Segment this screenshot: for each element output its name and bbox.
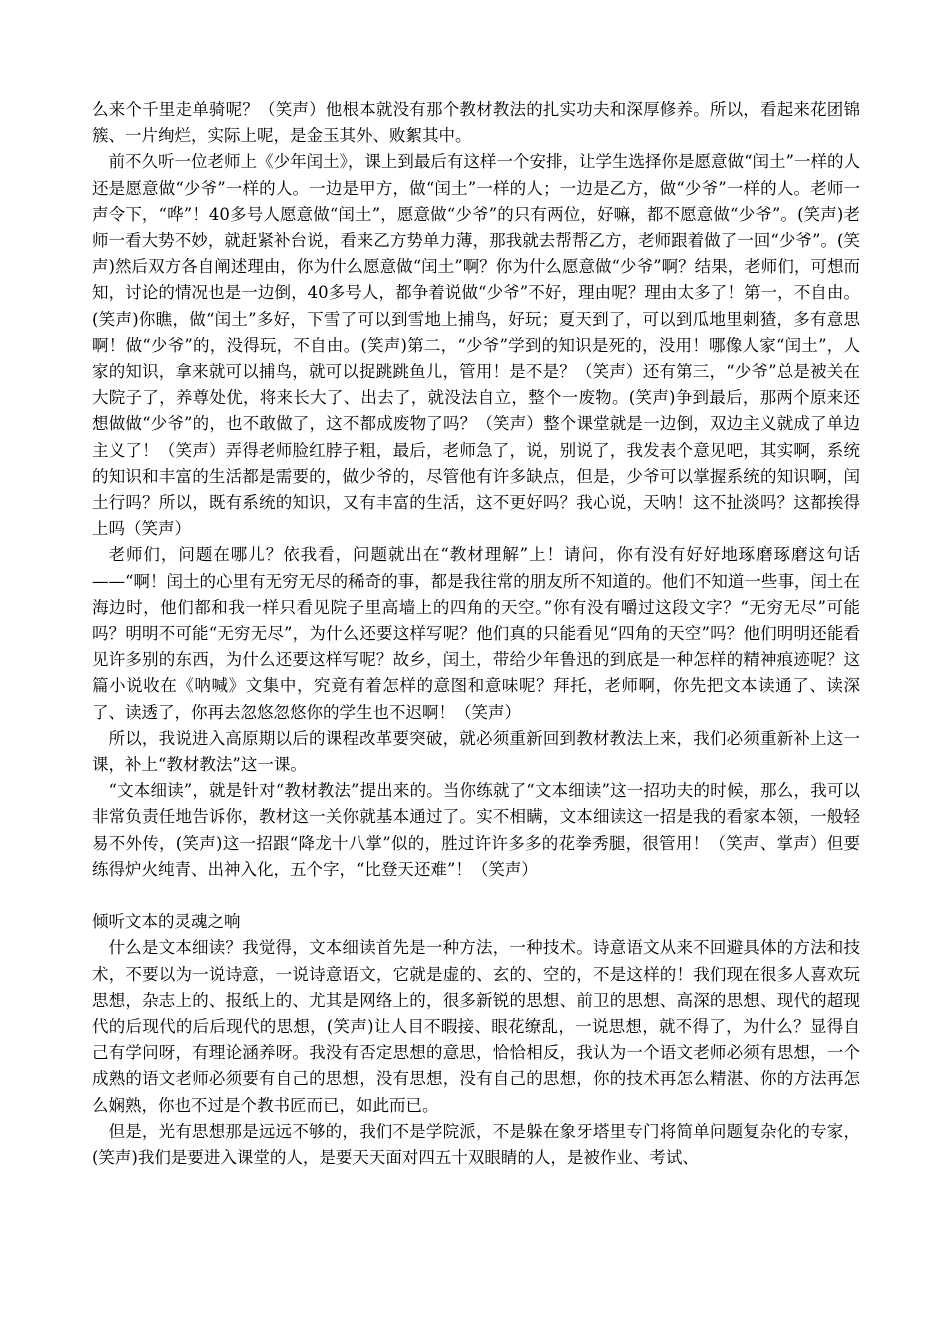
- paragraph-textbook-understanding: 老师们，问题在哪儿？依我看，问题就出在“教材理解”上！请问，你有没有好好地琢磨琢磨这句话——“啊！闰土的心里有无穷无尽的稀奇的事，都是我往常的朋友所不知道的。他们不知道一些事，闰土在海边时，他们都和我一样只看见院子里高墙上的四角的天空。”你有没有嚼过这段文字？“无穷无尽”可能吗？明明不可能“无穷无尽”，为什么还要这样写呢？他们真的只能看见“四角的天空”吗？他们明明还能看见许多别的东西，为什么还要这样写呢？故乡，闰土，带给少年鲁迅的到底是一种怎样的精神痕迹呢？这篇小说收在《呐喊》文集中，究竟有着怎样的意图和意味呢？拜托，老师啊，你先把文本读通了、读深了、读透了，你再去忽悠忽悠你的学生也不迟啊！（笑声）: [92, 545, 860, 722]
- paragraph-curriculum-reform: 所以，我说进入高原期以后的课程改革要突破，就必须重新回到教材教法上来，我们必须重新补上这一课，补上“教材教法”这一课。: [92, 728, 860, 775]
- section-heading: 倾听文本的灵魂之响: [92, 912, 241, 932]
- paragraph-what-is-close-reading: 什么是文本细读？我觉得，文本细读首先是一种方法，一种技术。诗意语文从来不回避具体的方法和技术，不要以为一说诗意，一说诗意语文，它就是虚的、玄的、空的，不是这样的！我们现在很多人喜欢玩思想，杂志上的、报纸上的、尤其是网络上的，很多新锐的思想、前卫的思想、高深的思想、现代的超现代的后现代的后后现代的思想，(笑声)让人目不暇接、眼花缭乱，一说思想，就不得了，为什么？显得自己有学问呀，有理论涵养呀。我没有否定思想的意思，恰恰相反，我认为一个语文老师必须有思想，一个成熟的语文老师必须要有自己的思想，没有思想，没有自己的思想，你的技术再怎么精湛、你的方法再怎么娴熟，你也不过是个教书匠而已，如此而已。: [92, 938, 860, 1115]
- paragraph-shaonian-runtu: 前不久听一位老师上《少年闰土》，课上到最后有这样一个安排，让学生选择你是愿意做“闰土”一样的人还是愿意做“少爷”一样的人。一边是甲方，做“闰土”一样的人；一边是乙方，做“少爷”一样的人。老师一声令下，“哗”！40多号人愿意做“闰土”，愿意做“少爷”的只有两位，好嘛，都不愿意做“少爷”。(笑声)老师一看大势不妙，就赶紧补台说，看来乙方势单力薄，那我就去帮帮乙方，老师跟着做了一回“少爷”。(笑声)然后双方各自阐述理由，你为什么愿意做“闰土”啊？你为什么愿意做“少爷”啊？结果，老师们，可想而知，讨论的情况也是一边倒，40多号人，都争着说做“少爷”不好，理由呢？理由太多了！第一，不自由。(笑声)你瞧，做“闰土”多好，下雪了可以到雪地上捕鸟，好玩；夏天到了，可以到瓜地里刺猹，多有意思啊！做“少爷”的，没得玩，不自由。(笑声)第二，“少爷”学到的知识是死的，没用！哪像人家“闰土”，人家的知识，拿来就可以捕鸟，就可以捉跳跳鱼儿，管用！是不是？（笑声）还有第三，“少爷”总是被关在大院子了，养尊处优，将来长大了、出去了，就没法自立，整个一废物。(笑声)争到最后，那两个原来还想做做“少爷”的，也不敢做了，这不都成废物了吗？（笑声）整个课堂就是一边倒，双边主义就成了单边主义了！（笑声）弄得老师脸红脖子粗，最后，老师急了，说，别说了，我发表个意见吧，其实啊，系统的知识和丰富的生活都是需要的，做少爷的，尽管他有许多缺点，但是，少爷可以掌握系统的知识啊，闰土行吗？所以，既有系统的知识，又有丰富的生活，这不更好吗？我心说，天呐！这不扯淡吗？这都挨得上吗（笑声）: [92, 152, 860, 539]
- paragraph-thought-not-enough: 但是，光有思想那是远远不够的，我们不是学院派，不是躲在象牙塔里专门将简单问题复杂化的专家，(笑声)我们是要进入课堂的人，是要天天面对四五十双眼睛的人，是被作业、考试、: [92, 1121, 860, 1167]
- document-page: [92, 97, 860, 1171]
- paragraph-continuation: 么来个千里走单骑呢？（笑声）他根本就没有那个教材教法的扎实功夫和深厚修养。所以，看起来花团锦簇、一片绚烂，实际上呢，是金玉其外、败絮其中。: [92, 100, 860, 146]
- paragraph-close-reading: “文本细读”，就是针对“教材教法”提出来的。当你练就了“文本细读”这一招功夫的时候，那么，我可以非常负责任地告诉你，教材这一关你就基本通过了。实不相瞒，文本细读这一招是我的看家本领，一般轻易不外传，(笑声)这一招跟“降龙十八掌”似的，胜过许许多多的花拳秀腿，很管用！（笑声、掌声）但要练得炉火纯青、出神入化，五个字，“比登天还难”！（笑声）: [92, 781, 860, 879]
